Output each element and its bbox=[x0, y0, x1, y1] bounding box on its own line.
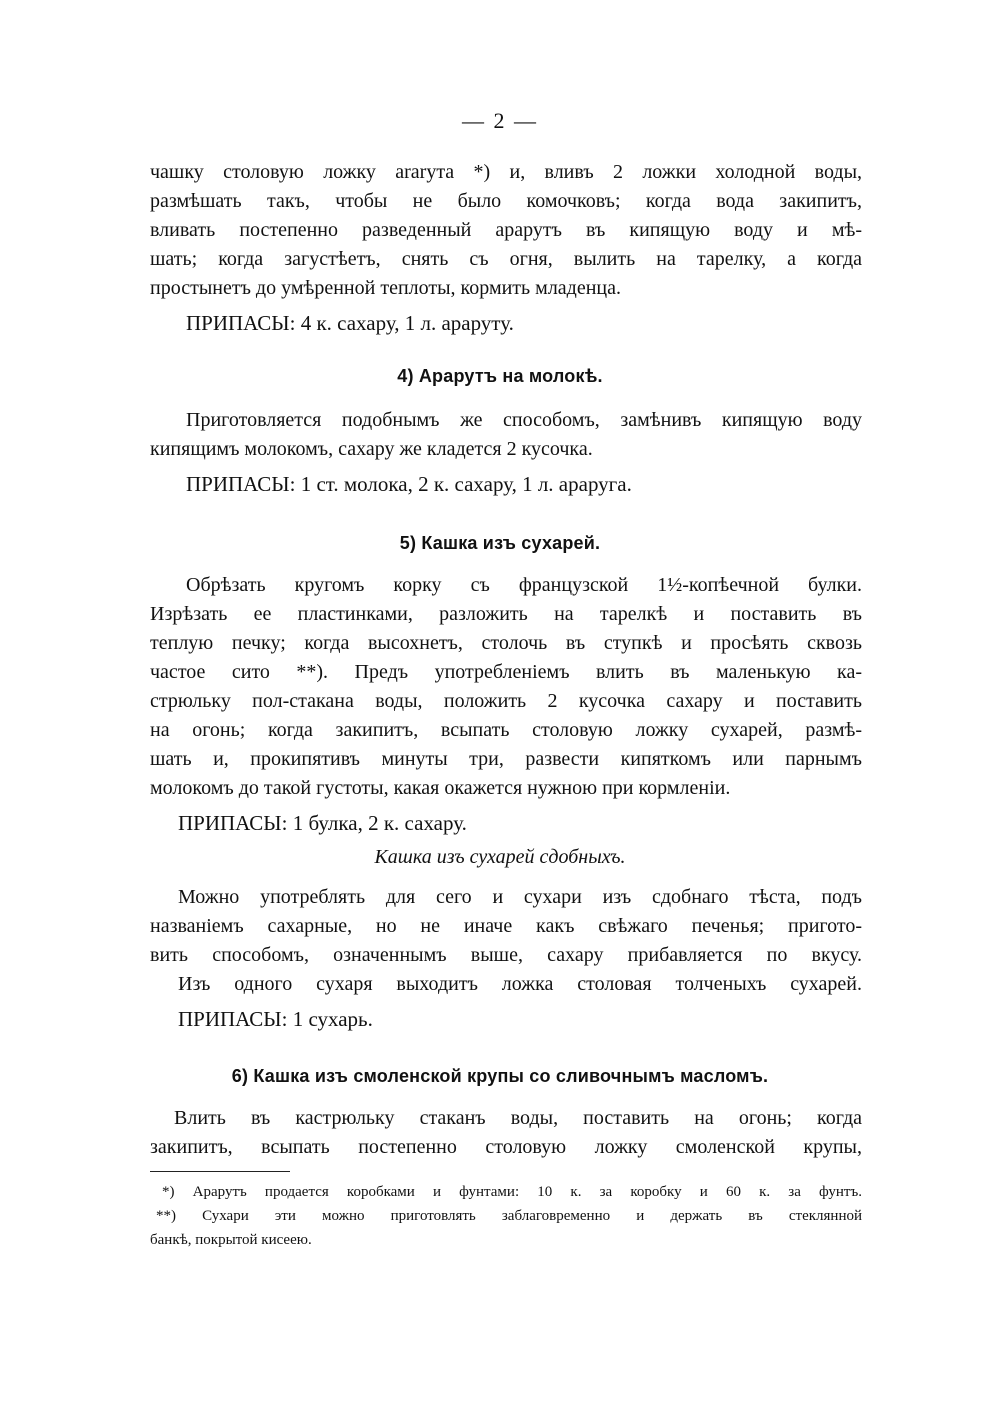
section-paragraph bbox=[150, 571, 862, 838]
section-heading: 5) Кашка изъ сухарей. bbox=[399, 533, 601, 553]
footnote: банкѣ, покрытой кисеею. bbox=[150, 1232, 312, 1248]
footnote: *) Арарутъ продается коробками и фунтами: 10 к. за коробку и 60 к. за фунтъ. bbox=[162, 1184, 862, 1200]
text-line: кипящимъ молокомъ, сахару же кладется 2 кусочка. bbox=[150, 438, 593, 460]
text-line: Изрѣзать ее пластинками, разложить на тарелкѣ и поставить въ bbox=[150, 603, 862, 625]
text-line: частое сито **). Предъ употребленіемъ влить въ маленькую ка- bbox=[150, 661, 862, 683]
page-number: — 2 — bbox=[462, 108, 538, 133]
text-line: вить способомъ, означеннымъ выше, сахару прибавляется по вкусу. bbox=[150, 944, 862, 966]
text-line: Изъ одного сухаря выходитъ ложка столовая толченыхъ сухарей. bbox=[178, 973, 862, 995]
text-line: на огонь; когда закипитъ, всыпать столовую ложку сухарей, размѣ- bbox=[150, 719, 862, 741]
supplies-line: ПРИПАСЫ: 1 булка, 2 к. сахару. bbox=[178, 811, 467, 835]
text-line: названіемъ сахарные, но не иначе какъ свѣжаго печенья; пригото- bbox=[150, 915, 862, 937]
supplies-line: ПРИПАСЫ: 4 к. сахару, 1 л. араруту. bbox=[186, 311, 514, 335]
text-line: Обрѣзать кругомъ корку съ французской 1½-копѣечной булки. bbox=[186, 574, 862, 596]
text-line: шать; когда загустѣетъ, снять съ огня, вылить на тарелку, а когда bbox=[150, 248, 862, 270]
text-line: Влить въ кастрюльку стаканъ воды, поставить на огонь; когда bbox=[174, 1107, 862, 1129]
section-paragraph bbox=[150, 1104, 862, 1162]
footnotes bbox=[150, 1180, 862, 1252]
text-line: шать и, прокипятивъ минуты три, развести кипяткомъ или парнымъ bbox=[150, 748, 862, 770]
supplies-line: ПРИПАСЫ: 1 сухарь. bbox=[178, 1007, 373, 1031]
section-paragraph bbox=[150, 406, 862, 499]
text-line: Можно употреблять для сего и сухари изъ сдобнаго тѣста, подъ bbox=[178, 886, 862, 908]
section-heading: 6) Кашка изъ смоленской крупы со сливочнымъ масломъ. bbox=[231, 1066, 769, 1086]
text-line: чашку столовую ложку ararута *) и, вливъ 2 ложки холодной воды, bbox=[150, 161, 862, 183]
section-paragraph bbox=[150, 883, 862, 1034]
supplies-line: ПРИПАСЫ: 1 ст. молока, 2 к. сахару, 1 л. араруга. bbox=[186, 472, 632, 496]
text-line: размѣшать такъ, чтобы не было комочковъ; когда вода закипитъ, bbox=[150, 190, 862, 212]
text-line: вливать постепенно разведенный арарутъ въ кипящую воду и мѣ- bbox=[150, 219, 862, 241]
text-line: простынетъ до умѣренной теплоты, кормить младенца. bbox=[150, 277, 622, 299]
text-line: молокомъ до такой густоты, какая окажется нужною при кормленіи. bbox=[150, 777, 731, 799]
footnote-rule bbox=[150, 1171, 290, 1172]
subsection-heading: Кашка изъ сухарей сдобныхъ. bbox=[374, 846, 626, 868]
text-line: Приготовляется подобнымъ же способомъ, замѣнивъ кипящую воду bbox=[186, 409, 862, 431]
intro-paragraph bbox=[150, 158, 862, 338]
text-line: теплую печку; когда высохнетъ, столочь въ ступкѣ и просѣять сквозь bbox=[150, 632, 862, 654]
section-heading: 4) Арарутъ на молокѣ. bbox=[397, 366, 603, 386]
footnote: **) Сухари эти можно приготовлять заблаговременно и держать въ стеклянной bbox=[156, 1208, 862, 1224]
text-line: стрюльку пол-стакана воды, положить 2 кусочка сахару и поставить bbox=[150, 690, 862, 712]
text-line: закипитъ, всыпать постепенно столовую ложку смоленской крупы, bbox=[150, 1136, 862, 1158]
